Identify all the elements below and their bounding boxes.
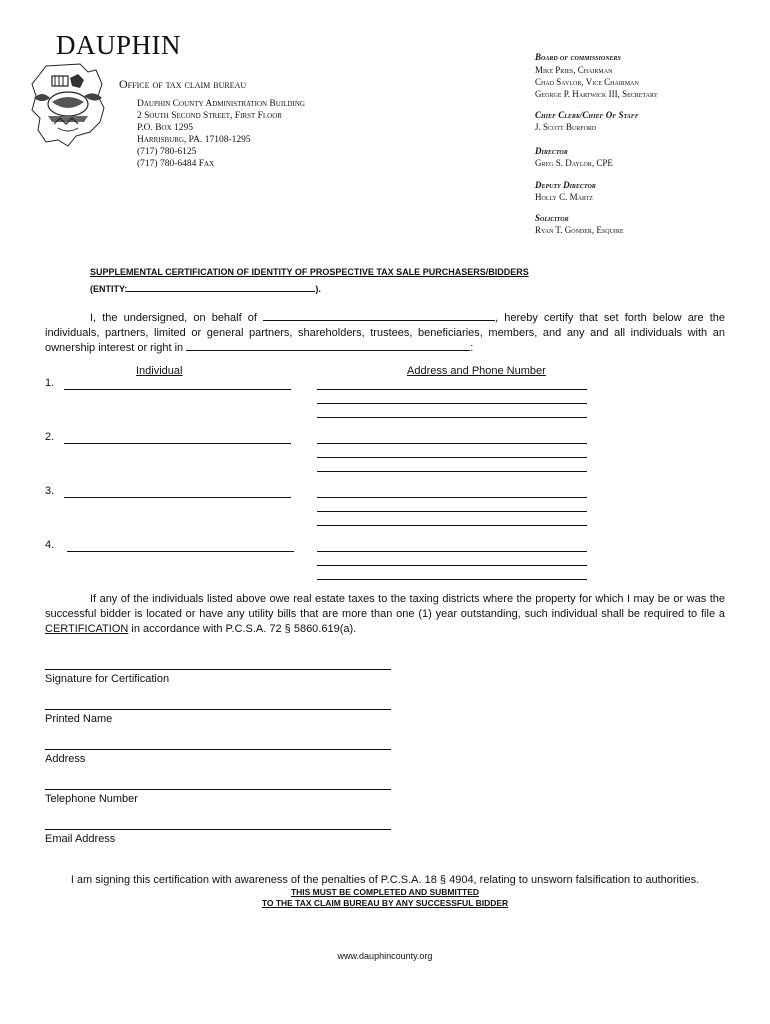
solicitor-heading: Solicitor [535,213,569,223]
board-member-vice-chairman: Chad Saylor, Vice Chairman [535,77,639,87]
row-number-3: 3. [45,485,55,497]
phone-number: (717) 780-6125 [137,147,197,157]
tax-paragraph [45,592,725,637]
signature-label: Signature for Certification [45,673,170,685]
email-label: Email Address [45,833,116,845]
must-submit-line-1: THIS MUST BE COMPLETED AND SUBMITTED [290,887,480,897]
tax-text-after: in accordance with P.C.S.A. 72 § 5860.619(a). [131,623,357,635]
address-label: Address [45,753,86,765]
address-4-line-1-field[interactable] [317,551,587,552]
intro-text-end: : [470,342,474,354]
tax-text-before: If any of the individuals listed above owe real estate taxes to the taxing districts where the property for which I may be or was the successful bidder is located or have any utility bills that are more than one (1) year outstanding, such individual shall be required to file a [45,593,725,620]
deputy-director-heading: Deputy Director [535,180,596,190]
printed-name-field[interactable] [45,709,391,710]
address-po-box: P.O. Box 1295 [137,123,194,133]
director-name: Greg S. Daylor, CPE [535,158,613,168]
individual-1-field[interactable] [64,389,291,390]
form-title: SUPPLEMENTAL CERTIFICATION OF IDENTITY OF PROSPECTIVE TAX SALE PURCHASERS/BIDDERS [90,267,529,277]
office-title: Office of tax claim bureau [119,77,247,91]
fax-number: (717) 780-6484 Fax [137,159,215,169]
certification-link: CERTIFICATION [45,623,129,635]
on-behalf-of-blank-field[interactable] [263,320,495,321]
intro-text-part1: I, the undersigned, on behalf of [90,312,257,324]
individual-3-field[interactable] [64,497,291,498]
address-2-line-3-field[interactable] [317,471,587,472]
deputy-director-name: Holly C. Martz [535,192,593,202]
address-3-line-1-field[interactable] [317,497,587,498]
row-number-1: 1. [45,377,55,389]
solicitor-name: Ryan T. Gonder, Esquire [535,225,624,235]
column-header-address-phone: Address and Phone Number [407,365,546,377]
website-url: www.dauphincounty.org [337,951,433,961]
address-3-line-2-field[interactable] [317,511,587,512]
address-1-line-3-field[interactable] [317,417,587,418]
telephone-field[interactable] [45,789,391,790]
telephone-label: Telephone Number [45,793,138,805]
printed-name-label: Printed Name [45,713,113,725]
address-3-line-3-field[interactable] [317,525,587,526]
entity-blank-field[interactable] [127,291,315,292]
intro-paragraph [45,311,725,356]
entity-close: ). [315,284,321,294]
must-submit-line-2: TO THE TAX CLAIM BUREAU BY ANY SUCCESSFUL BIDDER [261,898,509,908]
row-number-2: 2. [45,431,55,443]
ownership-blank-field[interactable] [186,350,470,351]
address-1-line-1-field[interactable] [317,389,587,390]
intro-text-part2: , hereby certify that set forth below are the individuals, partners, limited or general partners, shareholders, trustees, beneficiaries, members, and any and all individuals with an ownership interest or right in [45,312,725,354]
board-member-secretary: George P. Hartwick III, Secretary [535,89,658,99]
board-heading: Board of commissioners [535,52,621,62]
address-2-line-1-field[interactable] [317,443,587,444]
entity-label: (ENTITY: [90,284,128,294]
director-heading: Director [535,146,568,156]
address-4-line-3-field[interactable] [317,579,587,580]
address-city: Harrisburg, PA. 17108-1295 [137,135,251,145]
address-4-line-2-field[interactable] [317,565,587,566]
county-name: DAUPHIN [56,30,181,60]
individual-2-field[interactable] [64,443,291,444]
address-1-line-2-field[interactable] [317,403,587,404]
address-street: 2 South Second Street, First Floor [137,111,282,121]
column-header-individual: Individual [136,365,183,377]
address-2-line-2-field[interactable] [317,457,587,458]
signature-field[interactable] [45,669,391,670]
address-field[interactable] [45,749,391,750]
county-seal-logo [28,62,108,148]
individual-4-field[interactable] [67,551,294,552]
chief-clerk-name: J. Scott Burford [535,122,597,132]
chief-clerk-heading: Chief Clerk/Chief Of Staff [535,110,639,120]
entity-line [90,284,321,294]
email-field[interactable] [45,829,391,830]
board-member-chairman: Mike Pries, Chairman [535,65,613,75]
penalty-statement: I am signing this certification with awareness of the penalties of P.C.S.A. 18 § 4904, relating to unsworn falsification to authorities. [70,874,700,886]
row-number-4: 4. [45,539,55,551]
address-building: Dauphin County Administration Building [137,99,305,109]
